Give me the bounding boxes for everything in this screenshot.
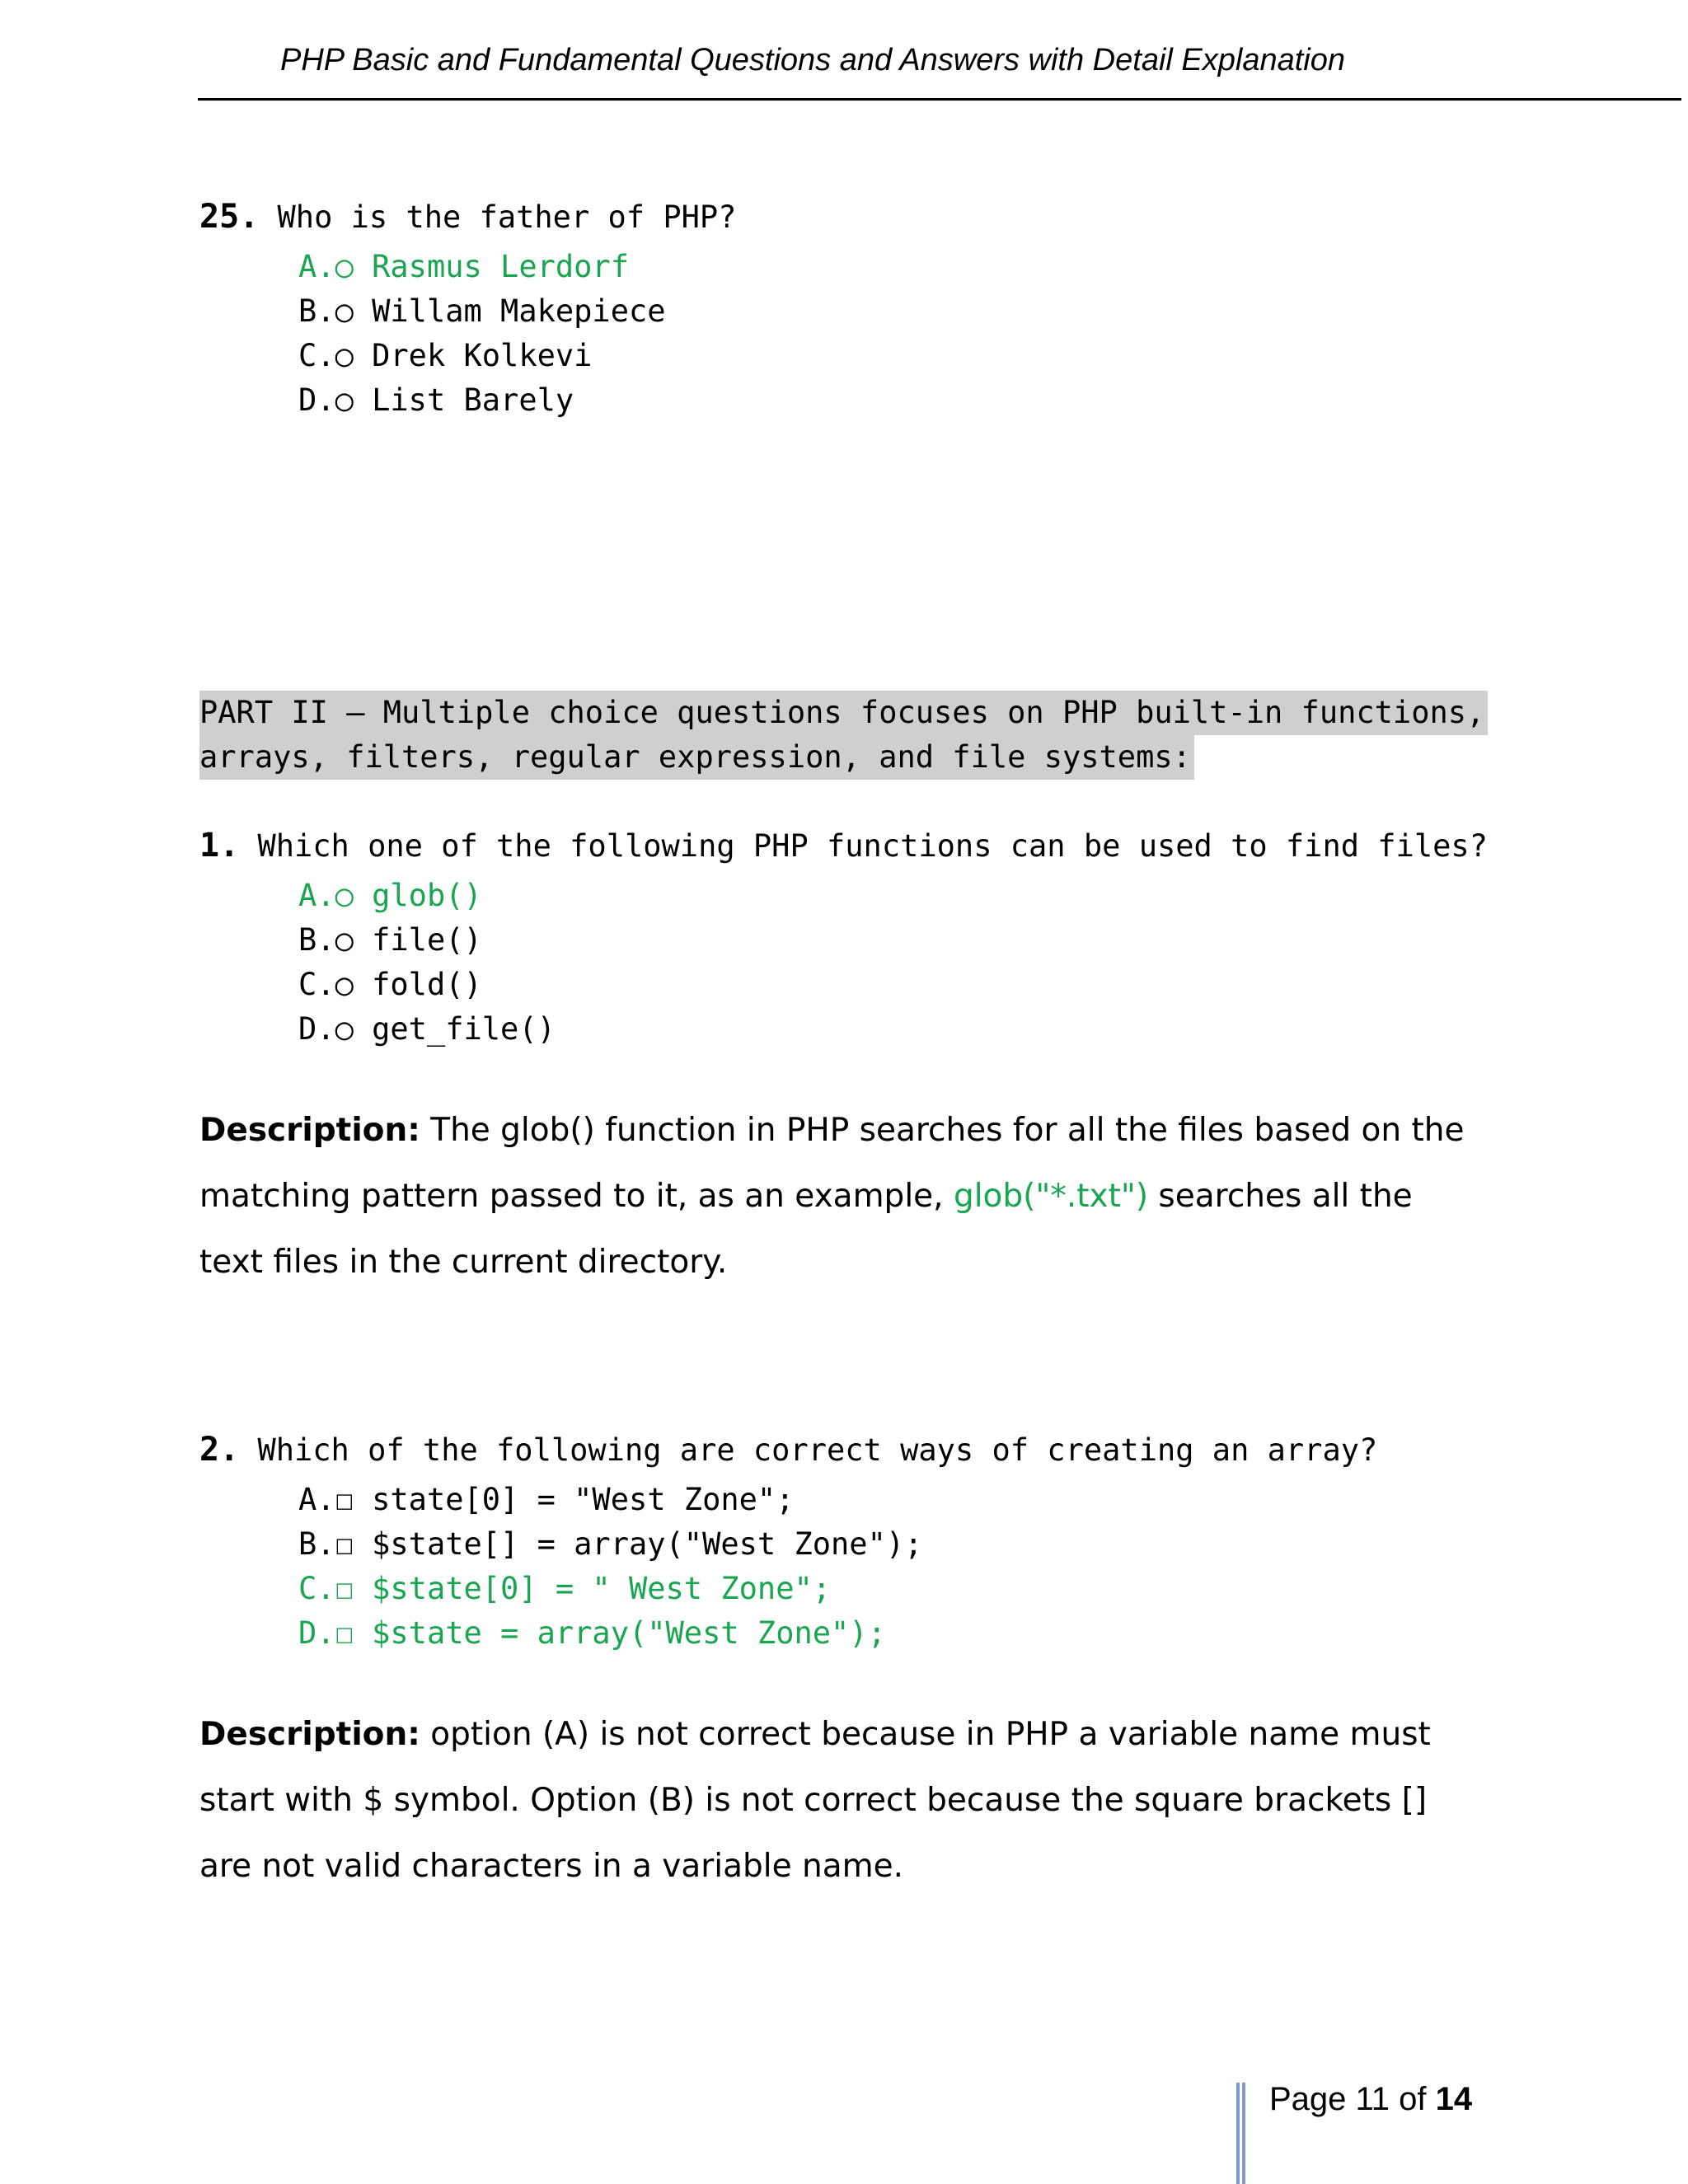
page-number-prefix: Page 11 of [1269,2081,1436,2117]
question-1 [199,827,1488,865]
page-header-title: PHP Basic and Fundamental Questions and Answers with Detail Explanation [280,43,1345,77]
footer-divider [1236,2083,1240,2184]
option-label: D. [298,1011,335,1047]
option-a[interactable] [298,245,666,289]
question-number: 25. [199,198,260,236]
radio-icon[interactable]: ○ [335,967,354,1002]
radio-icon[interactable]: ○ [335,338,354,373]
checkbox-icon[interactable]: ☐ [335,1482,354,1517]
option-c[interactable] [298,963,556,1007]
description-label: Description: [199,1716,420,1753]
option-label: A. [298,1482,335,1517]
option-text: state[0] = "West Zone"; [353,1482,795,1517]
option-b[interactable] [298,1522,922,1567]
option-a[interactable] [298,1478,922,1522]
option-label: B. [298,922,335,958]
radio-icon[interactable]: ○ [335,382,354,418]
checkbox-icon[interactable]: ☐ [335,1615,354,1651]
option-a[interactable] [298,874,556,918]
option-text: glob() [353,878,482,913]
option-label: A. [298,878,335,913]
radio-icon[interactable]: ○ [335,878,354,913]
option-text: Drek Kolkevi [353,338,593,373]
page-number [1269,2081,1472,2118]
option-text: get_file() [353,1011,556,1047]
radio-icon[interactable]: ○ [335,293,354,329]
question-number: 2. [199,1431,240,1469]
description-text: option (A) is not correct because in PHP a variable name must start with $ symbol. Option (B) is not correct because the square brackets [] are not valid characters in a variable name. [199,1716,1431,1885]
option-text: Willam Makepiece [353,293,666,329]
question-1-description [199,1098,1485,1296]
option-text: $state[] = array("West Zone"); [353,1526,923,1562]
option-text: Rasmus Lerdorf [353,249,629,284]
option-text: $state = array("West Zone"); [353,1615,886,1651]
checkbox-icon[interactable]: ☐ [335,1571,354,1606]
part-2-heading-line-2: arrays, filters, regular expression, and file systems: [199,735,1194,780]
description-code-example: glob("*.txt") [953,1178,1149,1215]
question-text: Which of the following are correct ways of creating an array? [239,1432,1378,1468]
option-d[interactable] [298,1007,556,1052]
question-25 [199,198,736,236]
footer-divider-2 [1242,2083,1245,2184]
option-label: B. [298,293,335,329]
description-text: The glob() function in PHP searches for all the files based on the matching pattern passed to it, as an example, [199,1112,1465,1215]
radio-icon[interactable]: ○ [335,922,354,958]
question-text: Which one of the following PHP functions can be used to find files? [239,828,1488,864]
option-text: List Barely [353,382,574,418]
option-label: C. [298,1571,335,1606]
option-label: C. [298,338,335,373]
question-1-options [298,874,556,1052]
option-label: C. [298,967,335,1002]
option-d[interactable] [298,1611,922,1656]
question-25-options [298,245,666,423]
part-2-heading-line-1: PART II – Multiple choice questions focuses on PHP built-in functions, [199,691,1488,735]
description-text-end: searches all the text files in the current directory. [199,1178,1413,1281]
question-text: Who is the father of PHP? [259,199,737,235]
page-total: 14 [1435,2081,1473,2117]
question-2-description [199,1702,1485,1900]
description-label: Description: [199,1112,420,1149]
radio-icon[interactable]: ○ [335,1011,354,1047]
option-c[interactable] [298,1567,922,1611]
option-text: file() [353,922,482,958]
option-label: B. [298,1526,335,1562]
option-text: fold() [353,967,482,1002]
option-d[interactable] [298,378,666,423]
question-2-options [298,1478,922,1656]
checkbox-icon[interactable]: ☐ [335,1526,354,1562]
header-divider [198,98,1681,101]
question-number: 1. [199,827,240,865]
option-label: D. [298,1615,335,1651]
option-b[interactable] [298,918,556,963]
option-text: $state[0] = " West Zone"; [353,1571,832,1606]
radio-icon[interactable]: ○ [335,249,354,284]
part-2-heading [199,691,1488,780]
option-c[interactable] [298,334,666,378]
option-b[interactable] [298,289,666,334]
option-label: D. [298,382,335,418]
question-2 [199,1431,1377,1469]
option-label: A. [298,249,335,284]
